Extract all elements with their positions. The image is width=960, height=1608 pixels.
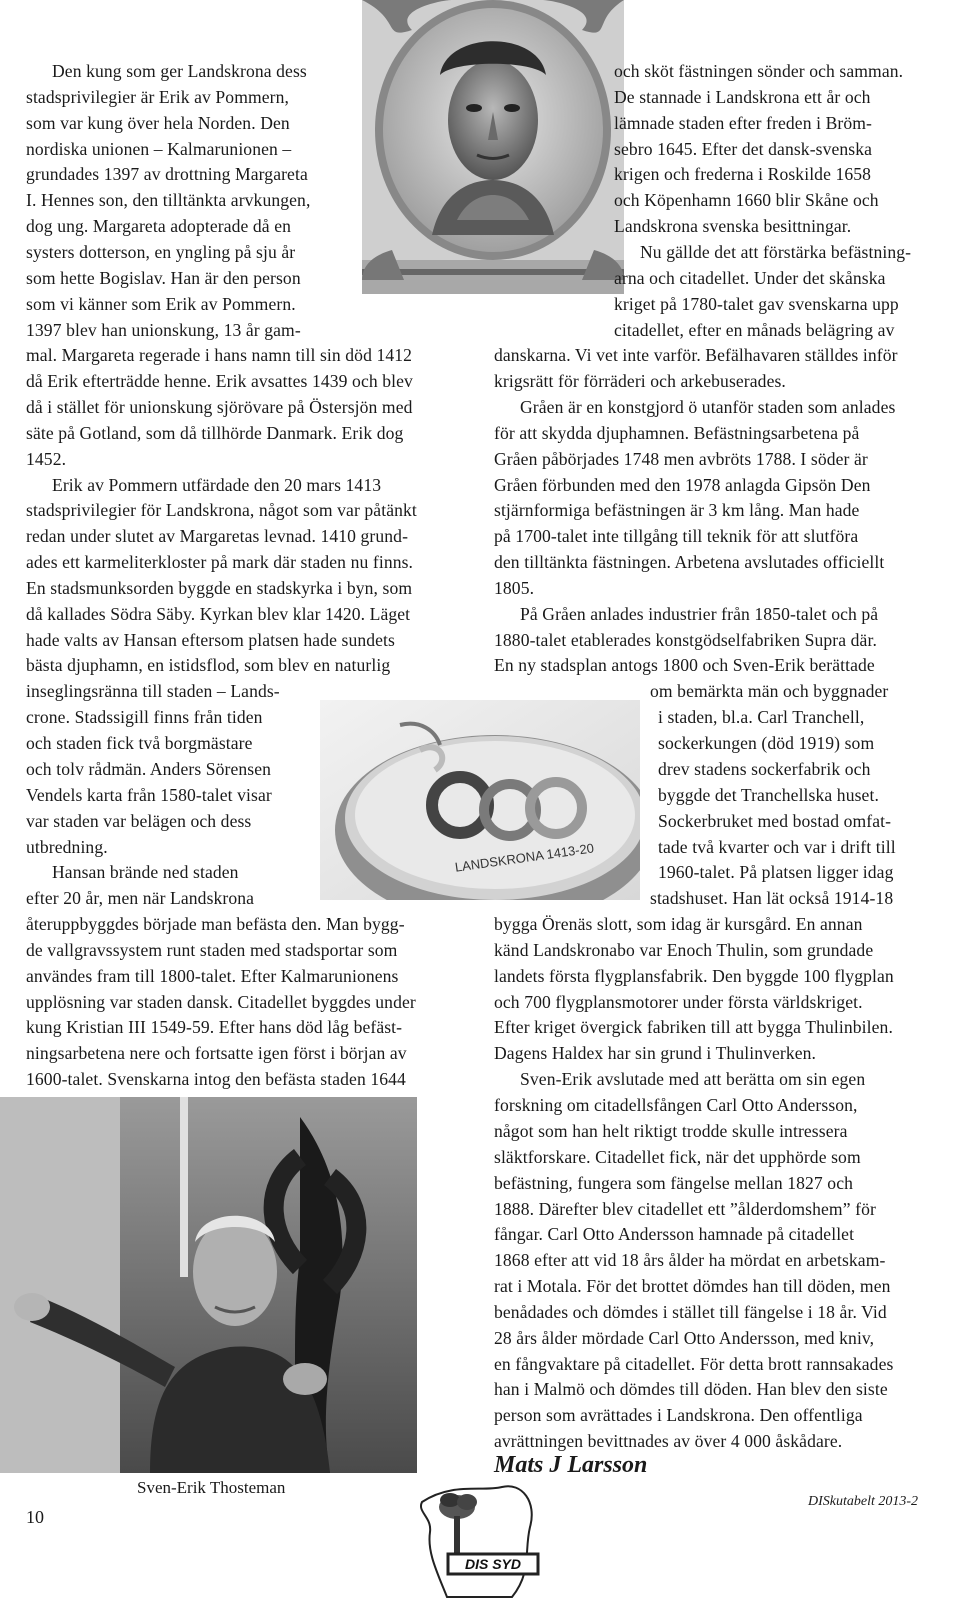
text-line: känd Landskronabo var Enoch Thulin, som grundade <box>494 940 874 960</box>
text-line: nordiska unionen – Kalmarunionen – <box>26 139 292 159</box>
text-line: byggde det Tranchellska huset. <box>658 785 879 805</box>
text-line: Den kung som ger Landskrona dess <box>52 61 307 81</box>
text-line: i staden, bl.a. Carl Tranchell, <box>658 707 865 727</box>
text-line: 1452. <box>26 449 67 469</box>
text-line: landets första flygplansfabrik. Den byggde 100 flygplan <box>494 966 894 986</box>
text-line: något som han helt riktigt trodde skulle intressera <box>494 1121 848 1141</box>
text-line: 1880-talet etablerades konstgödselfabriken Supra där. <box>494 630 877 650</box>
text-line: och tolv rådmän. Anders Sörensen <box>26 759 272 779</box>
text-line: på 1700-talet inte tillgång till teknik för att slutföra <box>494 526 859 546</box>
text-line: arna och citadellet. Under det skånska <box>614 268 886 288</box>
text-line: En stadsmunksorden byggde en stadskyrka i byn, som <box>26 578 413 598</box>
portrait-figure <box>362 0 624 294</box>
photo-caption: Sven-Erik Thosteman <box>137 1478 286 1497</box>
text-line: Hansan brände ned staden <box>52 862 239 882</box>
text-line: Gråen är en konstgjord ö utanför staden som anlades <box>520 397 896 417</box>
logo-graphic <box>412 1472 552 1603</box>
text-line: upplösning var staden dansk. Citadellet byggdes under <box>26 992 416 1012</box>
text-line: systers dotterson, en yngling på sju år <box>26 242 296 262</box>
text-line: och 700 flygplansmotorer under första världskriget. <box>494 992 863 1012</box>
text-line: krigen och frederna i Roskilde 1658 <box>614 164 872 184</box>
text-line: 1868 efter att vid 18 års ålder ha mördat en arbetskam- <box>494 1250 886 1270</box>
text-line: en fångvaktare på citadellet. För detta brott rannsakades <box>494 1354 894 1374</box>
text-line: Landskrona svenska besittningar. <box>614 216 852 236</box>
text-line: Erik av Pommern utfärdade den 20 mars 1413 <box>52 475 382 495</box>
text-line: person som avrättades i Landskrona. Den offentliga <box>494 1405 863 1425</box>
text-line: avrättningen bevittnades av över 4 000 åskådare. <box>494 1431 843 1451</box>
text-line: benådades och dömdes i stället till fängelse i 18 år. Vid <box>494 1302 887 1322</box>
text-line: ades ett karmeliterkloster på mark där staden nu finns. <box>26 552 414 572</box>
text-line: Gråen påbörjades 1748 men avbröts 1788. I söder är <box>494 449 868 469</box>
text-line: då i stället för unionskung sjörövare på Östersjön med <box>26 397 413 417</box>
text-line: På Gråen anlades industrier från 1850-talet och på <box>520 604 879 624</box>
text-line: 1888. Därefter blev citadellet ett ”ålderdomshem” för <box>494 1199 876 1219</box>
text-line: efter 20 år, men när Landskrona <box>26 888 255 908</box>
text-line: rat i Motala. För det brottet dömdes han till döden, men <box>494 1276 891 1296</box>
text-line: återuppbyggdes började man befästa den. Man bygg- <box>26 914 405 934</box>
text-line: Dagens Haldex har sin grund i Thulinverken. <box>494 1043 817 1063</box>
text-line: sebro 1645. Efter det dansk-svenska <box>614 139 873 159</box>
text-line: och sköt fästningen sönder och samman. <box>614 61 904 81</box>
text-line: och Köpenhamn 1660 blir Skåne och <box>614 190 879 210</box>
text-line: utbredning. <box>26 837 108 857</box>
text-line: stadshuset. Han lät också 1914-18 <box>650 888 894 908</box>
text-line: då kallades Södra Säby. Kyrkan blev klar 1420. Läget <box>26 604 411 624</box>
text-line: för att skydda djuphamnen. Befästningsarbetena på <box>494 423 860 443</box>
text-line: lämnade staden efter freden i Bröm- <box>614 113 873 133</box>
speaker-photo <box>0 1097 417 1473</box>
text-line: 1960-talet. På platsen ligger idag <box>658 862 894 882</box>
text-line: Vendels karta från 1580-talet visar <box>26 785 272 805</box>
cake-text-small: LANDSKRONA 1413-20 <box>453 840 595 875</box>
cake-image <box>320 700 640 900</box>
text-line: han i Malmö och dömdes till döden. Han blev den siste <box>494 1379 888 1399</box>
text-line: då Erik efterträdde henne. Erik avsattes 1439 och blev <box>26 371 413 391</box>
text-line: grundades 1397 av drottning Margareta <box>26 164 308 184</box>
text-line: var staden var belägen och dess <box>26 811 252 831</box>
text-line: Efter kriget övergick fabriken till att bygga Thulinbilen. <box>494 1017 893 1037</box>
text-line: citadellet, efter en månads belägring av <box>614 320 895 340</box>
portrait-image <box>362 0 624 294</box>
logo-text: DIS SYD <box>464 1556 521 1572</box>
page-number: 10 <box>26 1507 44 1527</box>
text-line: de vallgravssystem runt staden med stadsportar som <box>26 940 398 960</box>
text-line: som vi känner som Erik av Pommern. <box>26 294 296 314</box>
text-line: hade valts av Hansan eftersom platsen hade sundets <box>26 630 395 650</box>
text-line: användes fram till 1800-talet. Efter Kalmarunionens <box>26 966 399 986</box>
text-line: om bemärkta män och byggnader <box>650 681 889 701</box>
text-line: kung Kristian III 1549-59. Efter hans död låg befäst- <box>26 1017 403 1037</box>
text-line: befästning, fungera som fängelse mellan 1827 och <box>494 1173 854 1193</box>
text-line: 28 års ålder mördade Carl Otto Andersson, med kniv, <box>494 1328 875 1348</box>
author-signature: Mats J Larsson <box>494 1452 648 1478</box>
text-line: sockerkungen (död 1919) som <box>658 733 875 753</box>
text-line: dog ung. Margareta adopterade då en <box>26 216 292 236</box>
text-line: Sven-Erik avslutade med att berätta om sin egen <box>520 1069 866 1089</box>
text-line: och staden fick två borgmästare <box>26 733 253 753</box>
text-line: 1397 blev han unionskung, 13 år gam- <box>26 320 301 340</box>
text-line: forskning om citadellsfången Carl Otto Andersson, <box>494 1095 858 1115</box>
text-line: 1600-talet. Svenskarna intog den befästa staden 1644 <box>26 1069 406 1089</box>
text-line: fångar. Carl Otto Andersson hamnade på citadellet <box>494 1224 855 1244</box>
text-line: Gråen förbunden med den 1978 anlagda Gipsön Den <box>494 475 871 495</box>
text-line: kriget på 1780-talet gav svenskarna upp <box>614 294 899 314</box>
text-line: 1805. <box>494 578 535 598</box>
text-line: som hette Bogislav. Han är den person <box>26 268 301 288</box>
text-line: Nu gällde det att förstärka befästning- <box>640 242 912 262</box>
text-line: stjärnformiga befästningen är 3 km lång. Man hade <box>494 500 860 520</box>
cake-figure <box>320 700 640 900</box>
text-line: Sockerbruket med bostad omfat- <box>658 811 892 831</box>
dis-syd-logo <box>412 1472 552 1603</box>
text-line: säte på Gotland, som då tillhörde Danmark. Erik dog <box>26 423 404 443</box>
text-line: drev stadens sockerfabrik och <box>658 759 871 779</box>
text-line: den tilltänkta fästningen. Arbetena avslutades officiellt <box>494 552 885 572</box>
journal-issue: DISkutabelt 2013-2 <box>808 1494 919 1509</box>
text-line: bästa djuphamn, en istidsflod, som blev en naturlig <box>26 655 391 675</box>
text-line: släktforskare. Citadellet fick, när det upphörde som <box>494 1147 861 1167</box>
text-line: krigsrätt för förräderi och arkebuserades. <box>494 371 786 391</box>
speaker-figure <box>0 1097 417 1473</box>
text-line: stadsprivilegier är Erik av Pommern, <box>26 87 290 107</box>
text-line: I. Hennes son, den tilltänkta arvkungen, <box>26 190 311 210</box>
text-line: inseglingsränna till staden – Lands- <box>26 681 280 701</box>
text-line: tade två kvarter och var i drift till <box>658 837 896 857</box>
text-line: De stannade i Landskrona ett år och <box>614 87 871 107</box>
text-line: som var kung över hela Norden. Den <box>26 113 290 133</box>
text-line: danskarna. Vi vet inte varför. Befälhavaren ställdes inför <box>494 345 898 365</box>
text-line: ningsarbetena nere och fortsatte igen först i början av <box>26 1043 407 1063</box>
text-line: redan under slutet av Margaretas levnad. 1410 grund- <box>26 526 409 546</box>
text-line: stadsprivilegier för Landskrona, något som var påtänkt <box>26 500 417 520</box>
text-line: En ny stadsplan antogs 1800 och Sven-Erik berättade <box>494 655 875 675</box>
text-line: mal. Margareta regerade i hans namn till sin död 1412 <box>26 345 413 365</box>
text-line: bygga Örenäs slott, som idag är kursgård. En annan <box>494 914 863 934</box>
text-line: crone. Stadssigill finns från tiden <box>26 707 263 727</box>
